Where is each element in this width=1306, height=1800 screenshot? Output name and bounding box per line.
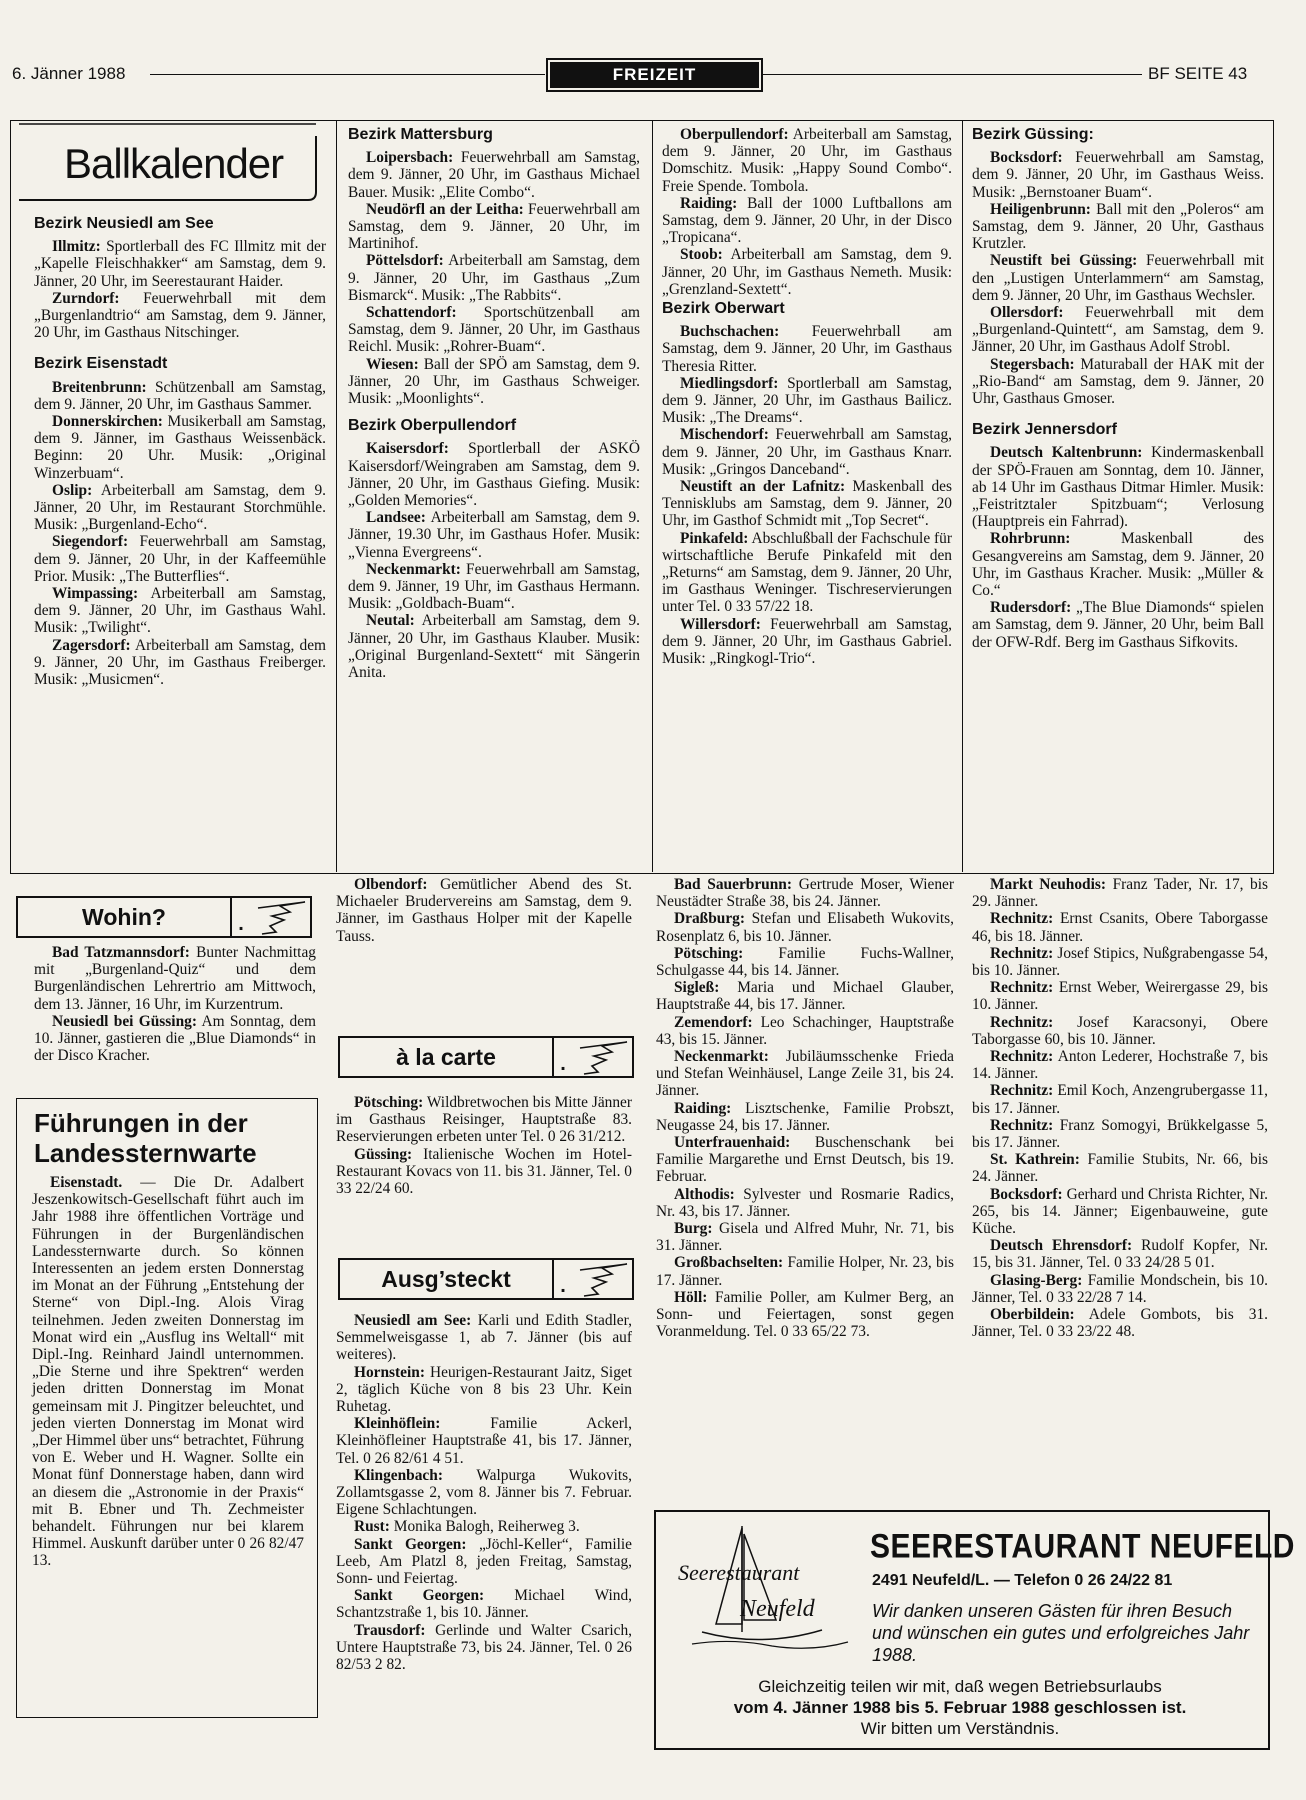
event-entry — [348, 252, 640, 304]
event-text: Franz Somogyi, Brükkelgasse 5, bis 17. Jänner. — [972, 1116, 1268, 1152]
event-text: Feuerwehrball mit dem „Burgenland-Quintett“, am Samstag, dem 9. Jänner, 20 Uhr, im Gasthaus Adolf Strobl. — [972, 304, 1264, 356]
event-place: Sigleß: — [674, 979, 720, 997]
closure-line-3: Wir bitten um Verständnis. — [860, 1719, 1060, 1738]
event-text: Sportlerball der ASKÖ Kaisersdorf/Weingraben am Samstag, dem 9. Jänner, 20 Uhr, im Gasthaus Giefing. Musik: „Golden Memories“. — [348, 440, 640, 510]
ballkalender-logo — [14, 122, 318, 206]
event-text: Jubiläumsschenke Frieda und Stefan Weinhäusel, Lange Zeile 31, bis 24. Jänner. — [656, 1048, 954, 1100]
event-entry — [972, 252, 1264, 304]
column-divider-3 — [962, 120, 963, 872]
event-text: Familie Fuchs-Wallner, Schulgasse 44, bis 14. Jänner. — [656, 944, 954, 980]
ballkalender-column-3 — [662, 126, 952, 667]
ballkalender-column-4 — [972, 126, 1264, 651]
event-entry — [972, 599, 1264, 651]
event-entry — [972, 1048, 1268, 1082]
event-text: Arbeiterball am Samstag, dem 9. Jänner, 20 Uhr, im Gasthaus Klauber. Musik: „Original Burgenland-Sextett“ mit Sängerin Anita. — [348, 612, 640, 682]
event-place: Rudersdorf: — [990, 599, 1072, 617]
event-text: Arbeiterball am Samstag, dem 9. Jänner, 20 Uhr, im Gasthaus „Zum Bismarck“. Musik: „The Rabbits“. — [348, 252, 641, 304]
issue-date: 6. Jänner 1988 — [12, 64, 126, 83]
logo-script-2: Neufeld — [740, 1596, 815, 1622]
event-entry — [972, 356, 1264, 408]
event-entry — [336, 876, 632, 945]
ausgsteckt-column-2 — [656, 876, 954, 1340]
event-place: Neutal: — [366, 612, 415, 630]
event-entry — [972, 1186, 1268, 1238]
event-place: Rust: — [354, 1518, 390, 1536]
event-place: Raiding: — [674, 1099, 732, 1117]
event-text: Lisztschenke, Familie Probszt, Neugasse 24, bis 17. Jänner. — [656, 1099, 954, 1134]
event-text: Familie Stubits, Nr. 66, bis 24. Jänner. — [972, 1151, 1268, 1186]
event-text: Arbeiterball am Samstag, dem 9. Jänner, 20 Uhr, im Gasthaus Nemeth. Musik: „Grenzland-Sextett“. — [662, 246, 953, 298]
event-text: Josef Karacsonyi, Obere Taborgasse 60, bis 10. Jänner. — [972, 1013, 1268, 1048]
event-place: Rechnitz: — [990, 1013, 1054, 1031]
event-place: Rechnitz: — [990, 1082, 1054, 1100]
event-entry — [34, 1013, 316, 1065]
event-text: Ball der SPÖ am Samstag, dem 9. Jänner, 20 Uhr, im Gasthaus Schweiger. Musik: „Moonlights“. — [348, 355, 640, 408]
pointing-hand-icon — [572, 1260, 632, 1298]
event-place: Hornstein: — [354, 1363, 425, 1381]
event-place: Neckenmarkt: — [674, 1048, 769, 1066]
event-entry — [348, 356, 640, 408]
event-entry — [336, 1364, 632, 1416]
event-place: Markt Neuhodis: — [990, 876, 1106, 893]
ballkalender-title: Ballkalender — [64, 140, 284, 187]
event-text: Familie Mondschein, bis 10. Jänner, Tel. 0 33 22/28 7 14. — [972, 1271, 1268, 1306]
event-place: Rechnitz: — [990, 979, 1054, 997]
event-text: Franz Tader, Nr. 17, bis 29. Jänner. — [972, 876, 1268, 911]
event-entry — [662, 616, 952, 668]
event-entry — [348, 509, 640, 561]
event-entry — [336, 1622, 632, 1674]
event-place: Siegendorf: — [52, 533, 129, 551]
event-text: Ernst Csanits, Obere Taborgasse 46, bis 18. Jänner. — [972, 910, 1268, 945]
event-entry — [972, 304, 1264, 356]
event-text: Wildbretwochen bis Mitte Jänner im Gasthaus Reisinger, Hauptstraße 83. Reservierungen erbeten unter Tel. 0 26 31/212. — [336, 1094, 632, 1146]
event-entry — [972, 945, 1268, 979]
event-entry — [972, 149, 1264, 201]
event-text: Ball der 1000 Luftballons am Samstag, dem 9. Jänner, 20 Uhr, in der Disco „Tropicana“. — [662, 194, 952, 247]
event-entry — [336, 1518, 632, 1535]
event-entry — [972, 910, 1268, 944]
event-text: Feuerwehrball mit dem „Burgenlandtrio“ am Samstag, dem 9. Jänner, 20 Uhr, im Gasthaus Nitschinger. — [34, 289, 326, 342]
event-place: Ollersdorf: — [990, 304, 1064, 322]
event-text: Adele Gombots, bis 31. Jänner, Tel. 0 33 23/22 48. — [972, 1306, 1268, 1341]
event-text: „The Blue Diamonds“ spielen am Samstag, dem 9. Jänner, 20 Uhr, beim Ball der OFW-Rdf. Berg im Gasthaus Sifkovits. — [972, 599, 1264, 651]
event-text: Maskenball des Tennisklubs am Samstag, dem 9. Jänner, 20 Uhr, im Gasthof Schmidt mit „Top Secret“. — [662, 478, 952, 530]
event-text: Familie Poller, am Kulmer Berg, an Sonn- und Feiertagen, sonst gegen Voranmeldung. Tel. 0 33 65/22 73. — [656, 1288, 954, 1341]
district-heading-neusiedl: Bezirk Neusiedl am See — [34, 215, 214, 232]
event-text: Karli und Edith Stadler, Semmelweisgasse 1, ab 7. Jänner (bis auf weiteres). — [336, 1312, 632, 1364]
event-text: Sportlerball des FC Illmitz mit der „Kapelle Fleischhakker“ am Samstag, dem 9. Jänner, 20 Uhr, im Seerestaurant Haider. — [34, 238, 326, 290]
event-text: Arbeiterball am Samstag, dem 9. Jänner, 20 Uhr, im Gasthaus Domschitz. Musik: „Happy Sound Combo“. Freie Spende. Tombola. — [662, 126, 952, 195]
event-text: Feuerwehrball mit den „Lustigen Unterlammern“ am Samstag, dem 9. Jänner, 20 Uhr, im Gasthaus Wechsler. — [972, 252, 1264, 304]
event-entry — [336, 1415, 632, 1467]
event-place: Neckenmarkt: — [366, 560, 461, 578]
event-entry — [662, 478, 952, 530]
event-place: Großbachselten: — [674, 1254, 784, 1272]
event-text: Arbeiterball am Samstag, dem 9. Jänner, 20 Uhr, im Gasthaus Wahl. Musik: „Twilight“. — [34, 585, 326, 637]
event-place: Breitenbrunn: — [52, 378, 147, 396]
event-place: Althodis: — [674, 1185, 735, 1203]
event-place: Rechnitz: — [990, 1048, 1054, 1066]
event-text: Stefan und Elisabeth Wukovits, Rosenplatz 6, bis 10. Jänner. — [656, 910, 954, 945]
ausgsteckt-title: Ausg’steckt — [381, 1265, 511, 1292]
event-entry — [656, 1289, 954, 1341]
event-place: Unterfrauenhaid: — [674, 1134, 791, 1152]
event-entry — [972, 1306, 1268, 1340]
event-text: Rudolf Kopfer, Nr. 15, bis 31. Jänner, Tel. 0 33 24/28 5 01. — [972, 1237, 1268, 1272]
event-text: Am Sonntag, dem 10. Jänner, gastieren die „Blue Diamonds“ in der Disco Kracher. — [34, 1012, 317, 1065]
event-place: Oslip: — [52, 481, 93, 499]
event-place: Oberbildein: — [990, 1306, 1075, 1324]
event-text: Maria und Michael Glauber, Hauptstraße 44, bis 17. Jänner. — [656, 979, 954, 1014]
event-place: Klingenbach: — [354, 1466, 443, 1484]
event-entry — [348, 201, 640, 253]
event-entry — [348, 304, 640, 356]
event-text: Arbeiterball am Samstag, dem 9. Jänner, 20 Uhr, im Gasthaus Freiberger. Musik: „Musicmen“. — [34, 636, 327, 689]
event-entry — [656, 1134, 954, 1186]
event-entry — [656, 1254, 954, 1288]
event-place: Deutsch Kaltenbrunn: — [990, 444, 1143, 462]
header-rule-right — [762, 74, 1142, 75]
event-entry — [34, 413, 326, 482]
event-entry — [336, 1467, 632, 1519]
event-text: Feuerwehrball am Samstag, dem 9. Jänner, 20 Uhr, im Gasthaus Weiss. Musik: „Bernstoaner Buam“. — [972, 149, 1264, 201]
event-place: Zurndorf: — [52, 289, 120, 307]
page-number: BF SEITE 43 — [1148, 64, 1248, 83]
event-text: Bunter Nachmittag mit „Burgenland-Quiz“ und dem Burgenländischen Lehrertrio am Mittwoch, dem 13. Jänner, 16 Uhr, im Kurzentrum. — [34, 944, 316, 1013]
event-entry — [662, 530, 952, 616]
column-divider-2 — [652, 120, 653, 872]
event-place: Burg: — [674, 1220, 713, 1238]
event-place: Landsee: — [366, 509, 426, 527]
article-text: — Die Dr. Adalbert Jeszenkowitsch-Gesellschaft führt auch im Jahr 1988 ihre öffentlichen Vorträge und Führungen in der Burgenländischen Landessternwarte durch. So können Interessenten an jedem ersten Donnerstag im Monat an der Führung „Entstehung der Sterne“ von Dipl.-Ing. Alois Virag teilnehmen. Jeden zweiten Donnerstag im Monat wird ein „Ausflug ins Weltall“ mit Dipl.-Ing. Reinhard Jaindl unternommen. „Die Sterne und ihre Spektren“ werden jeden dritten Donnerstag im Monat gemeinsam mit J. Pingitzer beleuchtet, und jeden vierten Donnerstag im Monat wird „Der Himmel über uns“ betrachtet, Führung von E. Weber und H. Wagner. Sollte ein Monat fünf Donnerstage haben, dann wird an diesem die „Astronomie in der Praxis“ mit B. Ebner und Th. Zechmeister behandelt. Führungen nur bei klarem Himmel. Auskunft darüber unter 0 26 82/47 13. — [32, 1174, 304, 1570]
event-entry — [656, 1220, 954, 1254]
event-place: Rohrbrunn: — [990, 530, 1071, 548]
event-text: Feuerwehrball am Samstag, dem 9. Jänner, 20 Uhr, in der Kaffeemühle Prior. Musik: „The Butterflies“. — [34, 533, 326, 585]
ballkalender-column-1 — [34, 211, 326, 688]
fuehrungen-body — [32, 1174, 304, 1570]
closure-line-1: Gleichzeitig teilen wir mit, daß wegen Betriebsurlaubs — [758, 1677, 1162, 1696]
event-text: Josef Stipics, Nußgrabengasse 54, bis 10. Jänner. — [972, 944, 1268, 980]
event-text: Kindermaskenball der SPÖ-Frauen am Sonntag, dem 10. Jänner, ab 14 Uhr im Gasthaus Ditmar Himler. Musik: „Feistritztaler Spitzbuam“; Verlosung (Hauptpreis ein Fahrrad). — [972, 444, 1264, 531]
event-text: Walpurga Wukovits, Zollamtsgasse 2, vom 8. Jänner bis 7. Februar. Eigene Schlachtungen. — [336, 1466, 632, 1519]
wohin-title: Wohin? — [82, 903, 166, 930]
event-entry — [972, 1272, 1268, 1306]
event-entry — [662, 126, 952, 195]
ballkalender-column-2 — [348, 126, 640, 681]
event-place: St. Kathrein: — [990, 1151, 1080, 1169]
event-place: Draßburg: — [674, 910, 745, 928]
event-text: Familie Ackerl, Kleinhöfleiner Hauptstraße 41, bis 17. Jänner, Tel. 0 26 82/61 4 51. — [336, 1415, 632, 1467]
event-entry — [972, 444, 1264, 530]
event-place: Neustift an der Lafnitz: — [680, 478, 846, 496]
dot-mark: . — [552, 1038, 572, 1076]
article-paragraph — [32, 1174, 304, 1570]
event-place: Oberpullendorf: — [680, 126, 789, 143]
event-place: Höll: — [674, 1288, 708, 1306]
alacarte-title: à la carte — [396, 1043, 496, 1070]
event-place: Heiligenbrunn: — [990, 200, 1091, 218]
event-place: Kleinhöflein: — [354, 1415, 441, 1433]
event-place: Trausdorf: — [354, 1621, 426, 1639]
event-entry — [34, 238, 326, 290]
event-entry — [348, 612, 640, 681]
article-place: Eisenstadt. — [50, 1174, 123, 1191]
event-text: Musikerball am Samstag, dem 9. Jänner, im Gasthaus Weissenbäck. Beginn: 20 Uhr. Musik: „Original Winzerbuam“. — [34, 413, 326, 482]
event-entry — [336, 1312, 632, 1364]
event-entry — [34, 533, 326, 585]
restaurant-name: SEERESTAURANT NEUFELD — [870, 1527, 1295, 1566]
event-place: Illmitz: — [52, 238, 101, 256]
pointing-hand-icon — [250, 898, 310, 936]
event-place: Sankt Georgen: — [354, 1587, 485, 1605]
event-text: Gisela und Alfred Muhr, Nr. 71, bis 31. Jänner. — [656, 1220, 954, 1255]
event-entry — [336, 1146, 632, 1198]
event-text: Leo Schachinger, Hauptstraße 43, bis 15. Jänner. — [656, 1013, 954, 1048]
event-entry — [972, 530, 1264, 599]
event-text: Familie Holper, Nr. 23, bis 17. Jänner. — [656, 1254, 954, 1289]
event-place: Neudörfl an der Leitha: — [366, 200, 524, 218]
event-text: Heurigen-Restaurant Jaitz, Siget 2, täglich Küche von 8 bis 23 Uhr. Kein Ruhetag. — [336, 1363, 632, 1416]
event-entry — [34, 585, 326, 637]
closure-line-2: vom 4. Jänner 1988 bis 5. Februar 1988 geschlossen ist. — [733, 1698, 1187, 1717]
event-text: Maskenball des Gesangvereins am Samstag, dem 9. Jänner, 20 Uhr, im Gasthaus Kracher. Musik: „Müller & Co.“ — [972, 530, 1264, 600]
event-text: Gerhard und Christa Richter, Nr. 265, bis 14. Jänner; Eigenbauweine, gute Küche. — [972, 1185, 1268, 1238]
event-text: Feuerwehrball am Samstag, dem 9. Jänner, 19 Uhr, im Gasthaus Hermann. Musik: „Goldbach-Buam“. — [348, 560, 640, 613]
event-place: Glasing-Berg: — [990, 1271, 1083, 1289]
event-text: Arbeiterball am Samstag, dem 9. Jänner, 20 Uhr, im Restaurant Storchmühle. Musik: „Burgenland-Echo“. — [34, 481, 326, 534]
header-rule-left — [150, 74, 545, 75]
event-entry — [34, 290, 326, 342]
event-place: Schattendorf: — [366, 304, 457, 322]
event-place: Zemendorf: — [674, 1013, 753, 1031]
event-entry — [662, 195, 952, 247]
event-text: Michael Wind, Schantzstraße 1, bis 10. Jänner. — [336, 1587, 632, 1622]
event-place: Mischendorf: — [680, 426, 769, 444]
event-text: Schützenball am Samstag, dem 9. Jänner, 20 Uhr, im Gasthaus Sammer. — [34, 378, 326, 413]
event-entry — [656, 945, 954, 979]
event-entry — [336, 1587, 632, 1621]
event-text: Sportschützenball am Samstag, dem 9. Jänner, 20 Uhr, im Gasthaus Reichl. Musik: „Rohrer-Buam“. — [348, 304, 640, 356]
event-text: Gertrude Moser, Wiener Neustädter Straße 38, bis 24. Jänner. — [656, 876, 954, 911]
event-entry — [972, 979, 1268, 1013]
ausgsteckt-header — [338, 1258, 634, 1300]
event-text: Feuerwehrball am Samstag, dem 9. Jänner, 20 Uhr, im Gasthaus Theresia Ritter. — [662, 323, 952, 375]
event-text: Buschenschank bei Familie Margarethe und Ernst Deutsch, bis 19. Februar. — [656, 1134, 954, 1186]
event-place: Pöttelsdorf: — [366, 252, 444, 270]
event-text: Ball mit den „Poleros“ am Samstag, dem 9. Jänner, 20 Uhr, Gasthaus Krutzler. — [972, 200, 1264, 253]
event-place: Rechnitz: — [990, 944, 1054, 962]
event-entry — [336, 1094, 632, 1146]
event-text: Feuerwehrball am Samstag, dem 9. Jänner, 20 Uhr, im Martinihof. — [348, 200, 640, 253]
event-text: Italienische Wochen im Hotel-Restaurant Kovacs von 11. bis 31. Jänner, Tel. 0 33 22/24 60. — [336, 1145, 632, 1198]
event-text: Emil Koch, Anzengrubergasse 11, bis 17. Jänner. — [972, 1082, 1268, 1117]
event-place: Stegersbach: — [990, 355, 1075, 373]
alacarte-body — [336, 1094, 632, 1197]
event-place: Donnerskirchen: — [52, 413, 163, 431]
event-place: Neusiedl am See: — [354, 1312, 472, 1329]
restaurant-message: Wir danken unseren Gästen für ihren Besuch und wünschen ein gutes und erfolgreiches Jahr 1988. — [872, 1601, 1250, 1665]
event-entry — [34, 482, 326, 534]
event-entry — [972, 1151, 1268, 1185]
ausgsteckt-column-3 — [972, 876, 1268, 1340]
event-place: Bocksdorf: — [990, 149, 1063, 167]
event-place: Sankt Georgen: — [354, 1535, 467, 1553]
alacarte-header — [338, 1036, 634, 1078]
event-place: Raiding: — [680, 194, 738, 212]
event-entry — [972, 1082, 1268, 1116]
wohin-column-1 — [34, 944, 316, 1064]
wohin-column-2 — [336, 876, 632, 945]
event-text: Monika Balogh, Reiherweg 3. — [393, 1518, 580, 1536]
event-text: Ernst Weber, Weirergasse 29, bis 10. Jänner. — [972, 979, 1268, 1014]
event-place: Rechnitz: — [990, 910, 1054, 928]
event-place: Neustift bei Güssing: — [990, 252, 1138, 270]
event-text: Anton Lederer, Hochstraße 7, bis 14. Jänner. — [972, 1048, 1269, 1083]
event-place: Loipersbach: — [366, 149, 454, 167]
event-place: Kaisersdorf: — [366, 440, 449, 458]
district-heading-mattersburg: Bezirk Mattersburg — [348, 126, 493, 143]
event-entry — [336, 1536, 632, 1588]
event-place: Stoob: — [680, 246, 723, 264]
restaurant-address: 2491 Neufeld/L. — Telefon 0 26 24/22 81 — [872, 1572, 1173, 1589]
dot-mark: . — [230, 898, 250, 936]
event-entry — [662, 426, 952, 478]
event-place: Deutsch Ehrensdorf: — [990, 1237, 1133, 1255]
event-place: Bad Sauerbrunn: — [674, 876, 792, 893]
event-place: Güssing: — [354, 1145, 413, 1163]
event-entry — [656, 1014, 954, 1048]
event-entry — [972, 876, 1268, 910]
event-place: Neusiedl bei Güssing: — [52, 1012, 197, 1030]
event-place: Bad Tatzmannsdorf: — [52, 944, 190, 961]
section-tag: FREIZEIT — [550, 62, 759, 88]
event-place: Buchschachen: — [680, 323, 780, 341]
event-place: Olbendorf: — [354, 876, 428, 893]
event-entry — [348, 149, 640, 201]
district-heading-eisenstadt: Bezirk Eisenstadt — [34, 355, 168, 373]
district-heading-guessing: Bezirk Güssing: — [972, 126, 1094, 143]
event-entry — [662, 246, 952, 298]
event-place: Bocksdorf: — [990, 1185, 1063, 1203]
event-text: Gemütlicher Abend des St. Michaeler Brudervereins am Samstag, dem 9. Jänner, im Gasthaus Holper mit der Kapelle Tauss. — [336, 876, 632, 945]
event-text: Abschlußball der Fachschule für wirtschaftliche Berufe Pinkafeld mit den „Returns“ am Samstag, dem 9. Jänner, 20 Uhr, im Gasthaus Weninger. Tischreservierungen unter Tel. 0 33 57/22 18. — [662, 529, 952, 616]
wohin-header — [16, 896, 312, 938]
event-text: Feuerwehrball am Samstag, dem 9. Jänner, 20 Uhr, im Gasthaus Knarr. Musik: „Gringos Danceband“. — [662, 426, 952, 478]
event-entry — [972, 201, 1264, 253]
event-entry — [656, 1100, 954, 1134]
event-entry — [972, 1014, 1268, 1048]
pointing-hand-icon — [572, 1038, 632, 1076]
event-text: Maturaball der HAK mit der „Rio-Band“ am Samstag, dem 9. Jänner, 20 Uhr, Gasthaus Gmoser. — [972, 355, 1264, 408]
event-place: Willersdorf: — [680, 615, 761, 633]
district-heading-oberwart: Bezirk Oberwart — [662, 300, 785, 318]
event-entry — [34, 637, 326, 689]
logo-script-1: Seerestaurant — [678, 1560, 800, 1585]
event-text: Arbeiterball am Samstag, dem 9. Jänner, 19.30 Uhr, im Gasthaus Hofer. Musik: „Vienna Evergreens“. — [348, 509, 641, 561]
event-place: Zagersdorf: — [52, 636, 131, 654]
event-place: Wimpassing: — [52, 585, 139, 603]
event-place: Rechnitz: — [990, 1116, 1054, 1134]
event-place: Pötsching: — [674, 944, 744, 962]
event-text: Gerlinde und Walter Csarich, Untere Hauptstraße 73, bis 24. Jänner, Tel. 0 26 82/53 2 82. — [336, 1621, 632, 1674]
event-entry — [662, 323, 952, 375]
event-text: Sylvester und Rosmarie Radics, Nr. 43, bis 17. Jänner. — [656, 1185, 954, 1220]
event-entry — [656, 876, 954, 910]
fuehrungen-title: Führungen in der Landessternwarte — [34, 1108, 257, 1168]
event-entry — [656, 979, 954, 1013]
ausgsteckt-column-1 — [336, 1312, 632, 1673]
event-entry — [656, 910, 954, 944]
event-entry — [972, 1117, 1268, 1151]
district-heading-jennersdorf: Bezirk Jennersdorf — [972, 421, 1117, 439]
dot-mark: . — [552, 1260, 572, 1298]
event-text: „Jöchl-Keller“, Familie Leeb, Am Platzl 8, jeden Freitag, Samstag, Sonn- und Feiertag. — [336, 1535, 632, 1588]
event-place: Wiesen: — [366, 355, 419, 373]
event-entry — [656, 1186, 954, 1220]
event-place: Pötsching: — [354, 1094, 424, 1111]
event-entry — [972, 1237, 1268, 1271]
event-entry — [662, 375, 952, 427]
sailboat-logo-icon — [672, 1520, 860, 1660]
event-text: Feuerwehrball am Samstag, dem 9. Jänner, 20 Uhr, im Gasthaus Gabriel. Musik: „Ringkogl-Trio“. — [662, 615, 952, 668]
event-place: Pinkafeld: — [680, 529, 749, 547]
event-entry — [348, 561, 640, 613]
event-text: Sportlerball am Samstag, dem 9. Jänner, 20 Uhr, im Gasthaus Bailicz. Musik: „The Dreams“. — [662, 374, 952, 427]
event-entry — [34, 379, 326, 413]
event-entry — [34, 944, 316, 1013]
event-text: Feuerwehrball am Samstag, dem 9. Jänner, 20 Uhr, im Gasthaus Michael Bauer. Musik: „Elite Combo“. — [348, 149, 640, 201]
event-entry — [656, 1048, 954, 1100]
district-heading-oberpullendorf: Bezirk Oberpullendorf — [348, 417, 517, 435]
column-divider-1 — [336, 120, 337, 872]
event-place: Miedlingsdorf: — [680, 374, 779, 392]
event-entry — [348, 440, 640, 509]
